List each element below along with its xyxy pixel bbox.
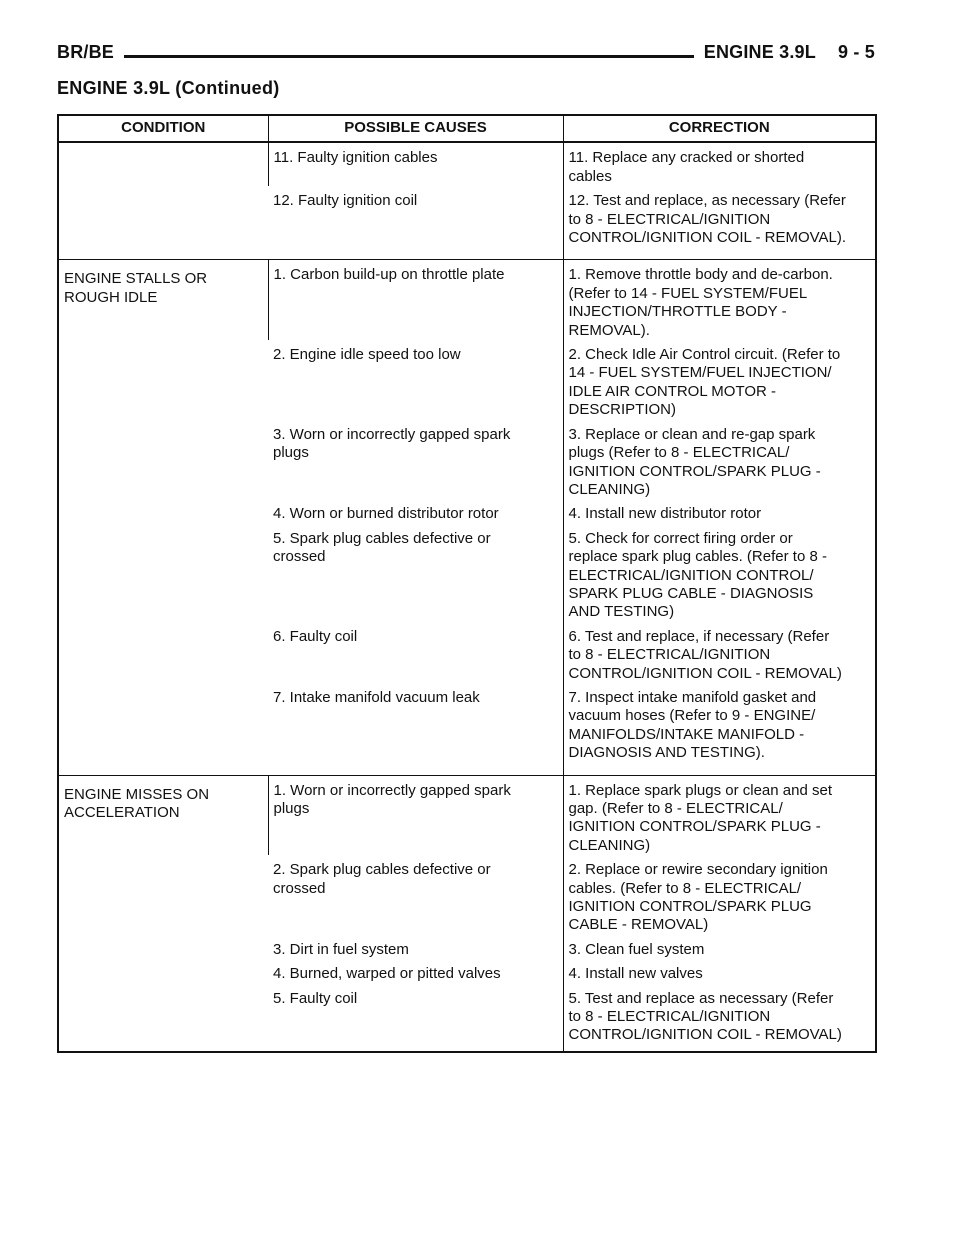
possible-cause-cell: 7. Intake manifold vacuum leak (273, 688, 480, 706)
header-title: ENGINE 3.9L (703, 42, 816, 62)
condition-cell: ENGINE MISSES ON ACCELERATION (58, 775, 268, 1052)
condition-cell: ENGINE STALLS OR ROUGH IDLE (58, 260, 268, 775)
table-row (58, 775, 876, 855)
possible-cause-cell: 11. Faulty ignition cables (268, 142, 563, 186)
page-number: 9 - 5 (837, 42, 875, 62)
page-header (57, 42, 875, 72)
possible-cause-cell: 12. Faulty ignition coil (273, 192, 418, 210)
table-body (58, 142, 876, 1051)
possible-cause-cell: 5. Spark plug cables defective or crossed (273, 529, 491, 566)
column-header-condition: CONDITION (58, 115, 268, 142)
correction-cell: 6. Test and replace, if necessary (Refer to 8 - ELECTRICAL/IGNITION CONTROL/IGNITION COIL - REMOVAL) (563, 622, 876, 683)
correction-cell: 4. Install new distributor rotor (563, 499, 876, 523)
possible-cause-cell: 1. Carbon build-up on throttle plate (268, 260, 563, 340)
possible-cause-cell: 4. Worn or burned distributor rotor (273, 505, 499, 523)
table-header-row (58, 115, 876, 142)
possible-cause-cell: 2. Spark plug cables defective or crossed (273, 861, 491, 897)
correction-cell: 11. Replace any cracked or shorted cables (563, 142, 876, 186)
header-right (694, 42, 875, 63)
correction-cell: 5. Check for correct firing order or replace spark plug cables. (Refer to 8 - ELECTRICAL/IGNITION CONTROL/ SPARK PLUG CABLE - DIAGNOSIS AND TESTING) (563, 524, 876, 622)
possible-cause-cell: 3. Dirt in fuel system (273, 940, 409, 958)
column-header-possible-causes: POSSIBLE CAUSES (268, 115, 563, 142)
correction-cell: 2. Check Idle Air Control circuit. (Refer to 14 - FUEL SYSTEM/FUEL INJECTION/ IDLE AIR CONTROL MOTOR - DESCRIPTION) (563, 340, 876, 420)
correction-cell: 2. Replace or rewire secondary ignition cables. (Refer to 8 - ELECTRICAL/ IGNITION CONTROL/SPARK PLUG CABLE - REMOVAL) (563, 855, 876, 935)
possible-cause-cell: 6. Faulty coil (273, 627, 358, 645)
manual-code: BR/BE (57, 42, 124, 63)
correction-cell: 1. Remove throttle body and de-carbon. (Refer to 14 - FUEL SYSTEM/FUEL INJECTION/THROTTLE BODY - REMOVAL). (563, 260, 876, 340)
correction-cell: 4. Install new valves (563, 959, 876, 983)
diagnosis-table (57, 114, 877, 1053)
correction-cell: 7. Inspect intake manifold gasket and vacuum hoses (Refer to 9 - ENGINE/ MANIFOLDS/INTAKE MANIFOLD - DIAGNOSIS AND TESTING). (563, 683, 876, 775)
table-row (58, 142, 876, 186)
condition-cell (58, 142, 268, 260)
column-header-correction: CORRECTION (563, 115, 876, 142)
correction-cell: 12. Test and replace, as necessary (Refer to 8 - ELECTRICAL/IGNITION CONTROL/IGNITION COIL - REMOVAL). (563, 186, 876, 260)
possible-cause-cell: 5. Faulty coil (273, 989, 358, 1007)
possible-cause-cell: 2. Engine idle speed too low (273, 346, 461, 364)
table-row (58, 260, 876, 340)
possible-cause-cell: 3. Worn or incorrectly gapped spark plugs (273, 425, 511, 462)
possible-cause-cell: 1. Worn or incorrectly gapped spark plugs (268, 775, 563, 855)
section-title: ENGINE 3.9L (Continued) (57, 78, 280, 98)
correction-cell: 3. Clean fuel system (563, 935, 876, 959)
correction-cell: 3. Replace or clean and re-gap spark plugs (Refer to 8 - ELECTRICAL/ IGNITION CONTROL/SPARK PLUG - CLEANING) (563, 420, 876, 500)
correction-cell: 5. Test and replace as necessary (Refer to 8 - ELECTRICAL/IGNITION CONTROL/IGNITION COIL - REMOVAL) (563, 984, 876, 1052)
possible-cause-cell: 4. Burned, warped or pitted valves (273, 965, 501, 983)
correction-cell: 1. Replace spark plugs or clean and set gap. (Refer to 8 - ELECTRICAL/ IGNITION CONTROL/SPARK PLUG - CLEANING) (563, 775, 876, 855)
